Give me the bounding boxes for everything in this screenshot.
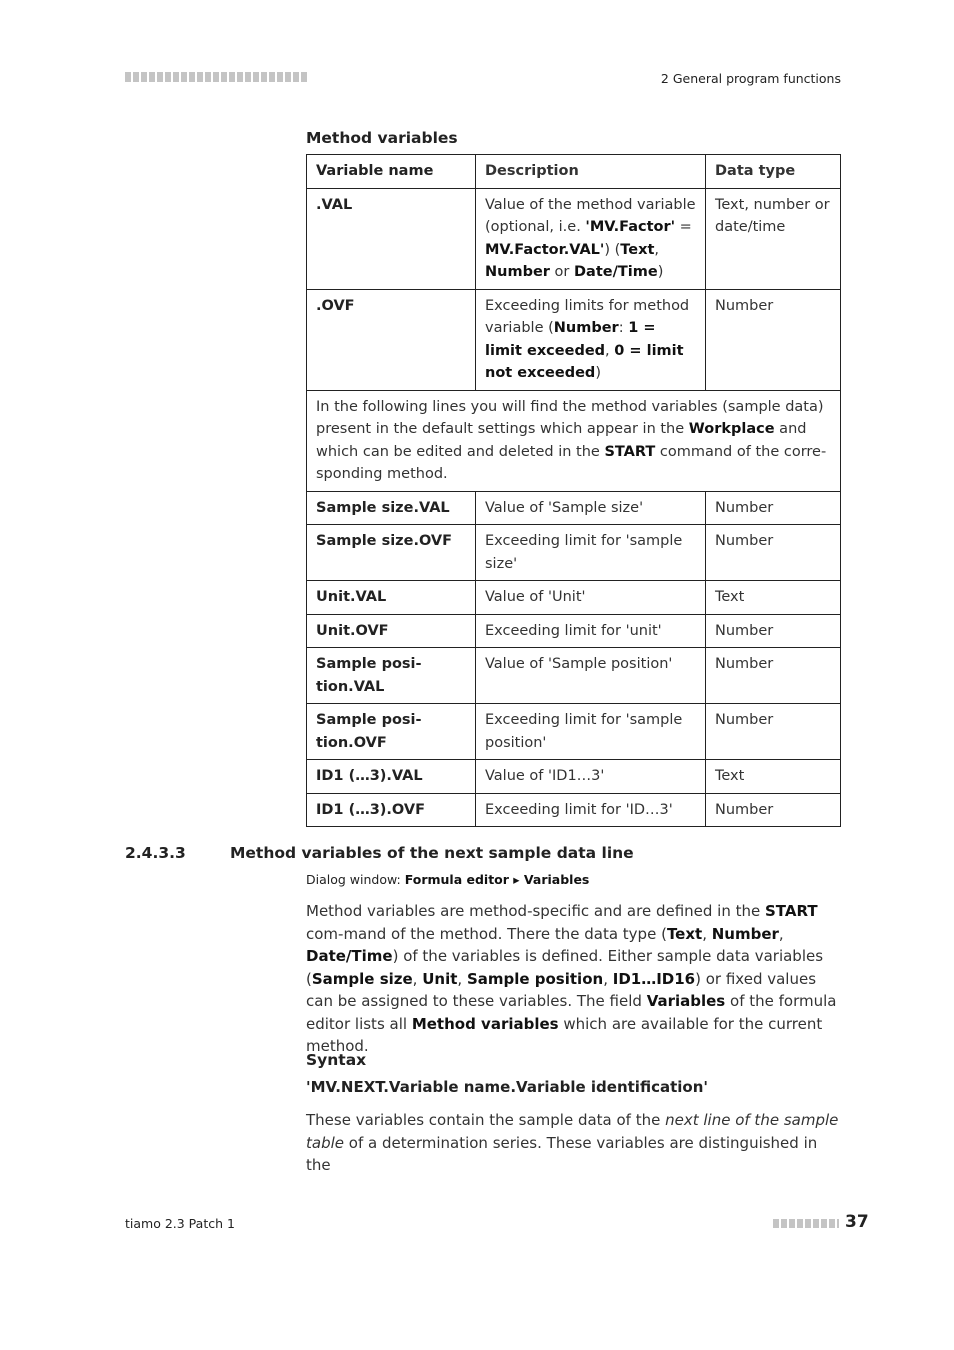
syntax-expression: 'MV.NEXT.Variable name.Variable identification' xyxy=(306,1078,708,1096)
table-row xyxy=(307,581,841,615)
table-row xyxy=(307,614,841,648)
variable-name: .VAL xyxy=(307,188,476,289)
column-header: Variable name xyxy=(307,155,476,189)
variable-description: Exceeding limit for 'sample position' xyxy=(476,704,706,760)
variable-name: Unit.OVF xyxy=(307,614,476,648)
variable-data-type: Number xyxy=(706,648,841,704)
table-header-row xyxy=(307,155,841,189)
variable-data-type: Number xyxy=(706,525,841,581)
header-decoration xyxy=(125,72,307,82)
variable-description: Exceeding limit for 'sample size' xyxy=(476,525,706,581)
variable-name: Sample posi-tion.VAL xyxy=(307,648,476,704)
variable-description: Value of the method variable (optional, i.e. 'MV.Factor' = MV.Factor.VAL') (Text, Number or Date/Time) xyxy=(476,188,706,289)
footer-decoration xyxy=(773,1219,839,1228)
variable-description: Value of 'Sample position' xyxy=(476,648,706,704)
variable-data-type: Number xyxy=(706,704,841,760)
table-row xyxy=(307,793,841,827)
variable-name: Sample size.OVF xyxy=(307,525,476,581)
variable-description: Value of 'Unit' xyxy=(476,581,706,615)
variable-data-type: Number xyxy=(706,793,841,827)
section-title: Method variables of the next sample data line xyxy=(230,844,634,862)
table-note: In the following lines you will find the method variables (sample data) present in the default settings which appear in the Workplace and which can be edited and deleted in the START command of the corre-sponding method. xyxy=(307,390,841,491)
syntax-heading: Syntax xyxy=(306,1051,367,1069)
section-paragraph: These variables contain the sample data of the next line of the sample table of a determination series. These variables are distinguished in the xyxy=(306,1111,839,1174)
column-header: Description xyxy=(476,155,706,189)
dialog-path: Dialog window: Formula editor ▸ Variables xyxy=(306,872,590,887)
table-row xyxy=(307,648,841,704)
variable-data-type: Text xyxy=(706,581,841,615)
variable-description: Value of 'Sample size' xyxy=(476,491,706,525)
variable-data-type: Number xyxy=(706,614,841,648)
chapter-title: 2 General program functions xyxy=(660,71,841,86)
table-row xyxy=(307,760,841,794)
variable-description: Exceeding limit for 'ID…3' xyxy=(476,793,706,827)
variable-name: Sample posi-tion.OVF xyxy=(307,704,476,760)
variable-name: .OVF xyxy=(307,289,476,390)
variable-name: Sample size.VAL xyxy=(307,491,476,525)
variable-name: ID1 (…3).VAL xyxy=(307,760,476,794)
variable-name: Unit.VAL xyxy=(307,581,476,615)
section-number: 2.4.3.3 xyxy=(125,844,186,862)
variable-description: Exceeding limits for method variable (Number: 1 = limit exceeded, 0 = limit not exceeded) xyxy=(476,289,706,390)
variable-name: ID1 (…3).OVF xyxy=(307,793,476,827)
table-row xyxy=(307,188,841,289)
variable-data-type: Text xyxy=(706,760,841,794)
table-row xyxy=(307,704,841,760)
variable-data-type: Text, number or date/time xyxy=(706,188,841,289)
variable-description: Value of 'ID1…3' xyxy=(476,760,706,794)
table-row xyxy=(307,491,841,525)
variable-description: Exceeding limit for 'unit' xyxy=(476,614,706,648)
footer-product: tiamo 2.3 Patch 1 xyxy=(125,1216,235,1231)
table-note-row xyxy=(307,390,841,491)
section-paragraph: Method variables are method-specific and are defined in the START com-mand of the method. There the data type (Text, Number, Date/Time) of the variables is defined. Either sample data variables (Sample size, Unit, Sample position, ID1…ID16) or fixed values can be assigned to these variables. The field Variables of the formula editor lists all Method variables which are available for the current method. xyxy=(306,902,837,1055)
method-variables-table xyxy=(306,154,841,827)
page-number: 37 xyxy=(845,1212,869,1232)
variable-data-type: Number xyxy=(706,491,841,525)
table-caption: Method variables xyxy=(306,129,458,147)
table-row xyxy=(307,289,841,390)
column-header: Data type xyxy=(706,155,841,189)
variable-data-type: Number xyxy=(706,289,841,390)
table-row xyxy=(307,525,841,581)
